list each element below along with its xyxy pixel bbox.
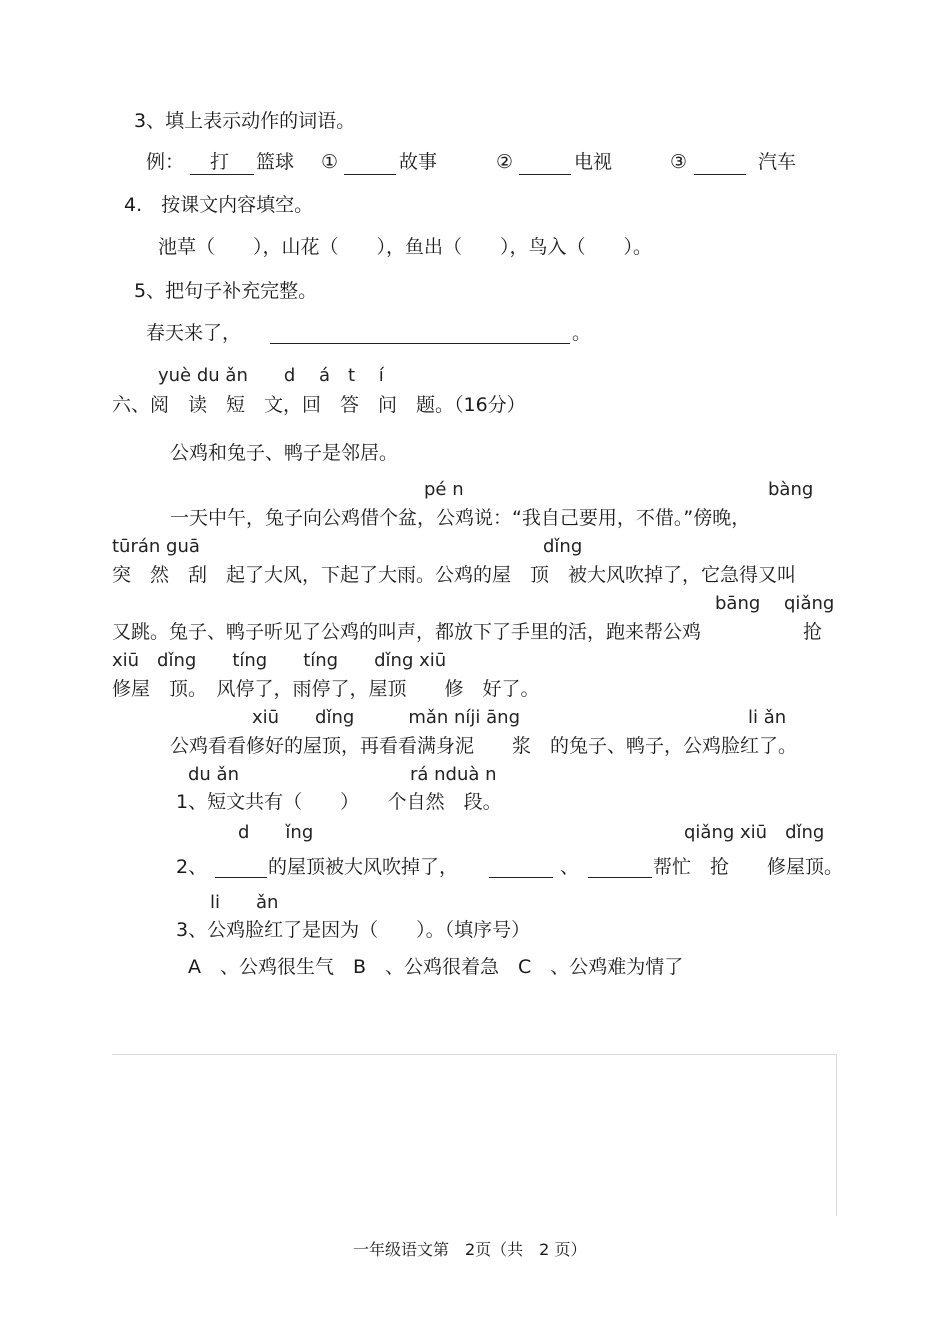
rq2-separator: 、 — [560, 856, 580, 878]
passage-p6-pinyin-a: xiū dǐng mǎn níji āng — [252, 707, 521, 728]
passage-p6-pinyin-b: li ǎn — [748, 707, 787, 728]
passage-p2-pinyin-a: pé n — [424, 479, 464, 500]
rq2-pinyin-a: d ǐng — [238, 822, 314, 843]
section6-pinyin: yuè du ǎn d á t í — [158, 365, 384, 386]
rq3-line: 3、公鸡脸红了是因为（ ）。（填序号） — [176, 919, 531, 941]
rq2-pinyin-b: qiǎng xiū dǐng — [684, 822, 825, 843]
q3-item2-blank[interactable] — [519, 174, 571, 175]
bottom-divider-vertical — [836, 1054, 837, 1216]
q5-title: 5、把句子补充完整。 — [134, 280, 318, 302]
passage-p5-line: 修屋 顶。 风停了，雨停了，屋顶 修 好了。 — [112, 678, 540, 700]
rq2-text-b: 帮忙 抢 修屋顶。 — [653, 856, 844, 878]
passage-p5-pinyin: xiū dǐng tíng tíng dǐng xiū — [112, 650, 447, 671]
q3-example-answer: 打 — [210, 151, 230, 173]
q3-example-label: 例： — [146, 151, 185, 173]
passage-p6-line: 公鸡看看修好的屋顶，再看看满身泥 浆 的兔子、鸭子，公鸡脸红了。 — [170, 735, 798, 757]
q3-item1-word: 故事 — [399, 151, 438, 173]
q5-blank[interactable] — [270, 343, 570, 344]
passage-p4-pinyin: bāng qiǎng — [715, 593, 835, 614]
q3-item3-num: ③ — [670, 151, 688, 173]
q3-item3-word: 汽车 — [758, 151, 797, 173]
q3-title: 3、填上表示动作的词语。 — [134, 110, 356, 132]
rq2-blank-1[interactable] — [215, 877, 267, 878]
q3-item1-num: ① — [321, 151, 339, 173]
section6-title: 六、阅 读 短 文，回 答 问 题。（16分） — [112, 394, 526, 416]
passage-p1: 公鸡和兔子、鸭子是邻居。 — [170, 442, 399, 464]
rq1-line: 1、短文共有（ ） 个自然 段。 — [176, 791, 502, 813]
q5-end: 。 — [572, 322, 592, 344]
rq2-blank-3[interactable] — [588, 877, 652, 878]
passage-p2-line: 一天中午，兔子向公鸡借个盆，公鸡说：“我自己要用，不借。”傍晚， — [170, 507, 751, 529]
rq2-blank-2[interactable] — [489, 877, 553, 878]
q3-item3-blank[interactable] — [694, 174, 746, 175]
rq1-pinyin-a: du ǎn — [188, 764, 239, 785]
passage-p3-pinyin-b: dǐng — [543, 536, 583, 557]
passage-p4-line-a: 又跳。兔子、鸭子听见了公鸡的叫声，都放下了手里的活，跑来帮公鸡 — [112, 621, 702, 643]
q3-item2-num: ② — [496, 151, 514, 173]
passage-p4-line-b: 抢 — [803, 621, 823, 643]
q3-item2-word: 电视 — [574, 151, 613, 173]
q5-prompt: 春天来了， — [146, 322, 242, 344]
rq1-pinyin-b: rá nduà n — [410, 764, 497, 785]
passage-p3-line: 突 然 刮 起了大风，下起了大雨。公鸡的屋 顶 被大风吹掉了，它急得又叫 — [112, 564, 797, 586]
passage-p2-pinyin-b: bàng — [768, 479, 814, 500]
rq3-pinyin: li ǎn — [210, 892, 279, 913]
rq3-options: A 、公鸡很生气 B 、公鸡很着急 C 、公鸡难为情了 — [188, 956, 684, 978]
bottom-divider-horizontal — [112, 1054, 836, 1055]
page-footer: 一年级语文第 2页（共 2 页） — [353, 1240, 587, 1259]
q4-line: 池草（ ），山花（ ），鱼出（ ），鸟入（ ）。 — [158, 236, 653, 258]
q3-item1-blank[interactable] — [344, 174, 396, 175]
passage-p3-pinyin-a: tūrán guā — [112, 536, 200, 557]
rq2-num: 2、 — [176, 856, 208, 878]
rq2-text-a: 的屋顶被大风吹掉了， — [268, 856, 459, 878]
q3-example-word: 篮球 — [256, 151, 295, 173]
q3-example-blank — [190, 174, 254, 175]
q4-title: 4. 按课文内容填空。 — [124, 194, 314, 216]
